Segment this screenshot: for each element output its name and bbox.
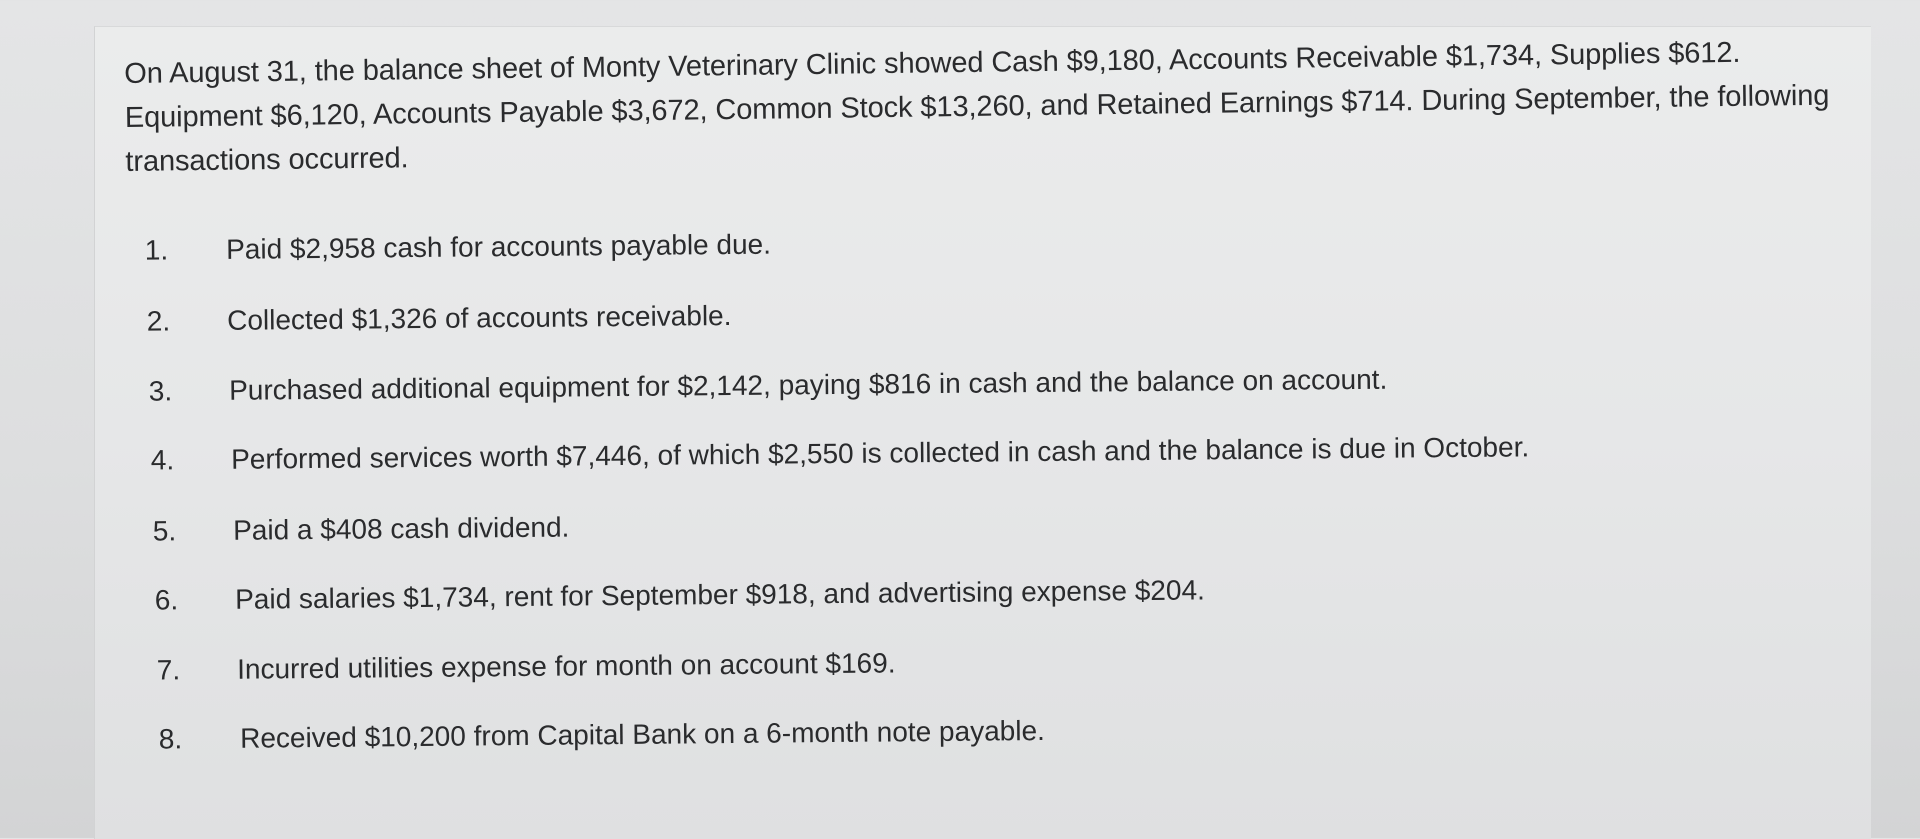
transaction-text: Received $10,200 from Capital Bank on a 6-month note payable. <box>239 714 1045 754</box>
transaction-text: Paid $2,958 cash for accounts payable due. <box>225 228 772 265</box>
transaction-text: Paid salaries $1,734, rent for September $918, and advertising expense $204. <box>234 574 1205 615</box>
transaction-number: 3. <box>148 375 173 407</box>
transaction-text: Incurred utilities expense for month on account $169. <box>236 647 896 685</box>
transaction-number: 6. <box>154 584 179 616</box>
transaction-text: Purchased additional equipment for $2,142, paying $816 in cash and the balance on account. <box>228 363 1388 406</box>
transaction-text: Paid a $408 cash dividend. <box>232 511 570 546</box>
transaction-number: 4. <box>150 444 175 476</box>
intro-line: On August 31, the balance sheet of Monty Veterinary Clinic showed Cash $9,180, Accounts Receivable $1,734, Supplies $612. <box>124 36 1741 90</box>
transaction-number: 7. <box>156 654 181 686</box>
transaction-text: Collected $1,326 of accounts receivable. <box>226 299 732 336</box>
intro-line: transactions occurred. <box>125 142 409 178</box>
intro-line: Equipment $6,120, Accounts Payable $3,672, Common Stock $13,260, and Retained Earnings $714. During September, the following <box>124 79 1830 134</box>
transaction-number: 8. <box>158 723 183 755</box>
transaction-number: 5. <box>152 515 177 547</box>
transaction-number: 2. <box>146 305 171 337</box>
transaction-text: Performed services worth $7,446, of which $2,550 is collected in cash and the balance is due in October. <box>230 431 1530 475</box>
transaction-number: 1. <box>144 234 169 266</box>
